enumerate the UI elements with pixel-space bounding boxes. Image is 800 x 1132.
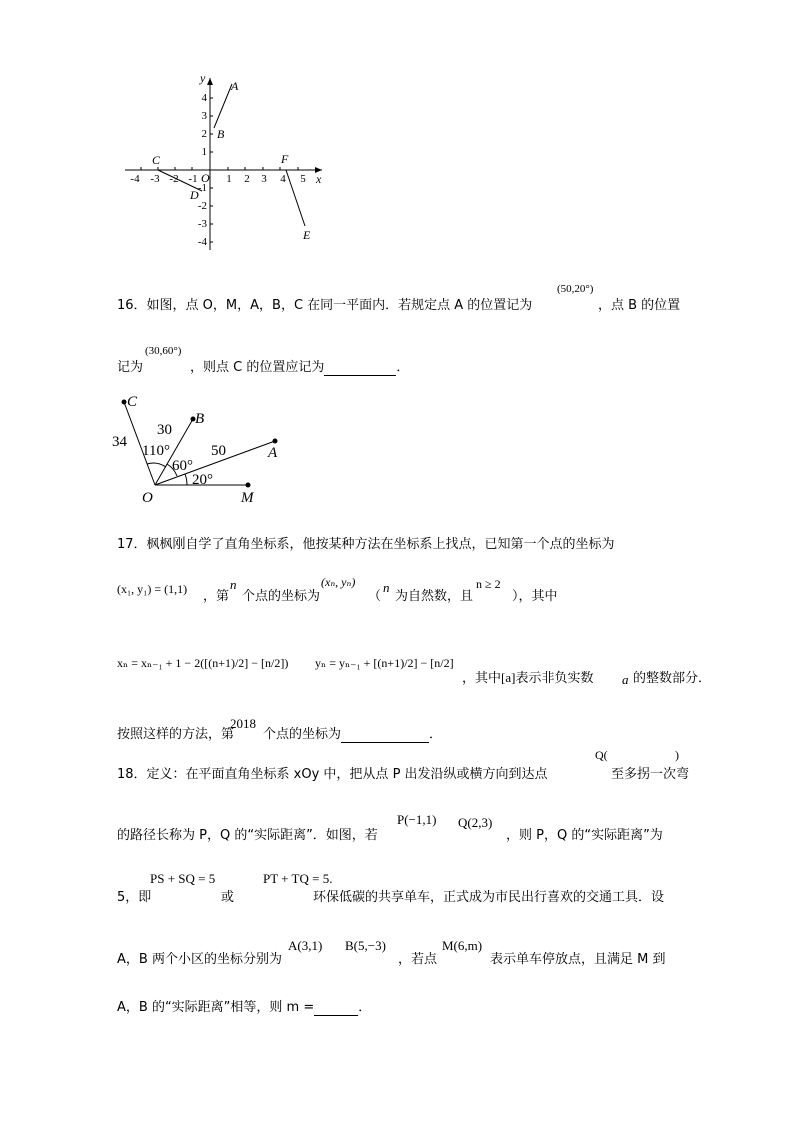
coord-a: (50,20°) — [557, 283, 594, 295]
eq-pt-tq: PT + TQ = 5. — [263, 871, 333, 886]
var-n: n — [383, 580, 390, 595]
q18-text: A，B 两个小区的坐标分别为 — [117, 952, 282, 967]
q16-text: ，则点 C 的位置应记为 — [190, 360, 325, 375]
length-c: 34 — [112, 434, 127, 450]
var-a: a — [622, 672, 629, 687]
x-tick: 3 — [261, 173, 267, 185]
q18-line2 — [117, 824, 378, 843]
y-tick: 2 — [201, 128, 207, 140]
point-label-b: B — [217, 127, 225, 141]
q17-line1 — [117, 533, 615, 552]
x-tick: 2 — [244, 173, 250, 185]
point-a: A(3,1) — [288, 938, 323, 953]
label-c: C — [127, 394, 138, 410]
q17-line3 — [462, 667, 593, 686]
q16-end: ． — [396, 360, 410, 375]
q16-line2 — [117, 356, 143, 375]
q16-text: 记为 — [117, 360, 144, 375]
q17-eq1: (x₁, y₁) = (1,1) — [117, 582, 188, 596]
q17-text: 的整数部分． — [633, 671, 712, 686]
point-m: M(6,m) — [442, 938, 483, 953]
x-tick: -3 — [150, 173, 160, 185]
angle-110: 110° — [142, 443, 170, 459]
label-b: B — [195, 411, 205, 427]
q18-text: 5，即 — [117, 890, 152, 905]
eq-ps-sq: PS + SQ = 5 — [150, 871, 216, 886]
answer-blank[interactable] — [341, 727, 429, 743]
q18-text: 环保低碳的共享单车，正式成为市民出行喜欢的交通工具．设 — [313, 890, 665, 905]
q17-text: ，其中 — [462, 671, 502, 686]
angle-diagram — [105, 390, 305, 510]
point-label-c: C — [152, 153, 161, 167]
y-tick: -1 — [197, 182, 207, 194]
q16-text: 如图，点 O，M，A，B，C 在同一平面内．若规定点 A 的位置记为 — [146, 298, 533, 313]
label-m: M — [241, 490, 254, 506]
x-tick: -2 — [169, 173, 179, 185]
question-number: 18． — [117, 767, 147, 782]
coord-b: (30,60°) — [145, 345, 182, 357]
question-number: 17． — [117, 537, 147, 552]
question-number: 16． — [117, 298, 147, 313]
y-tick: -2 — [197, 200, 207, 212]
point-label-f: F — [281, 152, 289, 166]
q16-text-b: ，点 B 的位置 — [598, 298, 681, 313]
q17-text: ，第 — [203, 589, 230, 604]
q18-text: 定义：在平面直角坐标系 xOy 中，把从点 P 出发沿纵或横方向到达点 — [146, 767, 548, 782]
q17-line4b — [263, 723, 442, 743]
q18-text: A，B 的“实际距离”相等，则 m = — [117, 1000, 315, 1015]
q18-or: 或 — [221, 890, 235, 905]
point-q-close: ) — [675, 748, 679, 762]
q16-line2b — [190, 356, 409, 376]
point-label-d: D — [190, 188, 199, 202]
q18-text: 表示单车停放点，且满足 M 到 — [490, 952, 666, 967]
q18-line3 — [117, 886, 151, 905]
q18-text: 至多拐一次弯 — [611, 767, 690, 782]
q17-end: ． — [429, 727, 443, 742]
formula-y: yₙ = yₙ₋₁ + [(n+1)/2] − [n/2] — [315, 656, 454, 670]
angle-20: 20° — [192, 472, 213, 488]
bracket-a: [a] — [501, 670, 516, 685]
q17-line4 — [117, 723, 234, 742]
angle-60: 60° — [172, 458, 193, 474]
q17-text: 为自然数，且 — [395, 589, 474, 604]
axis-label-y: y — [200, 71, 206, 85]
q17-cond: n ≥ 2 — [476, 577, 501, 591]
q18-text: ，若点 — [398, 952, 438, 967]
formula-x: xₙ = xₙ₋₁ + 1 − 2([(n+1)/2] − [n/2]) — [117, 656, 289, 670]
q17-text: 按照这样的方法，第 — [117, 727, 235, 742]
var-n: n — [230, 577, 237, 592]
q17-line2 — [203, 585, 229, 604]
point-q: Q( — [595, 748, 608, 762]
q18-line5 — [117, 996, 371, 1016]
point-p: P(−1,1) — [397, 812, 437, 827]
x-tick: -1 — [188, 173, 198, 185]
point-label-e: E — [303, 228, 311, 242]
axis-label-x: x — [316, 172, 322, 186]
q17-text: 个点的坐标为 — [242, 589, 321, 604]
q18-line1 — [117, 763, 548, 782]
number-2018: 2018 — [230, 716, 256, 731]
point-q2: Q(2,3) — [458, 815, 493, 830]
q16-line1 — [117, 294, 532, 313]
y-tick: 1 — [201, 146, 207, 158]
q17-text: 表示非负实数 — [515, 671, 594, 686]
answer-blank[interactable] — [324, 360, 396, 376]
coordinate-graph — [120, 70, 330, 250]
length-a: 50 — [211, 443, 226, 459]
x-tick: 5 — [300, 173, 306, 185]
x-tick: 4 — [280, 173, 286, 185]
x-tick: 1 — [226, 173, 232, 185]
point-b: B(5,−3) — [345, 938, 386, 953]
label-a: A — [268, 445, 278, 461]
q17-text: 枫枫刚自学了直角坐标系，他按某种方法在坐标系上找点，已知第一个点的坐标为 — [146, 537, 615, 552]
q18-line4 — [117, 948, 282, 967]
q17-text: 个点的坐标为 — [263, 727, 342, 742]
point-label-a: A — [231, 79, 239, 93]
length-b: 30 — [157, 422, 172, 438]
q18-text: ，则 P，Q 的“实际距离”为 — [506, 828, 663, 843]
y-tick: 4 — [201, 92, 207, 104]
q17-text: ），其中 — [512, 589, 558, 604]
x-tick: -4 — [130, 173, 140, 185]
segment-ab — [214, 84, 232, 128]
y-tick: -4 — [197, 236, 207, 248]
q18-text: 的路径长称为 P，Q 的“实际距离”．如图，若 — [117, 828, 378, 843]
y-tick: -3 — [197, 218, 207, 230]
answer-blank[interactable] — [314, 1000, 358, 1016]
label-o: O — [142, 490, 153, 506]
q17-eqn: (xₙ, yₙ) — [321, 575, 356, 589]
q17-text: （ — [368, 589, 382, 604]
y-tick: 3 — [201, 110, 207, 122]
q18-end: ． — [358, 1000, 372, 1015]
origin-label: O — [201, 171, 210, 185]
